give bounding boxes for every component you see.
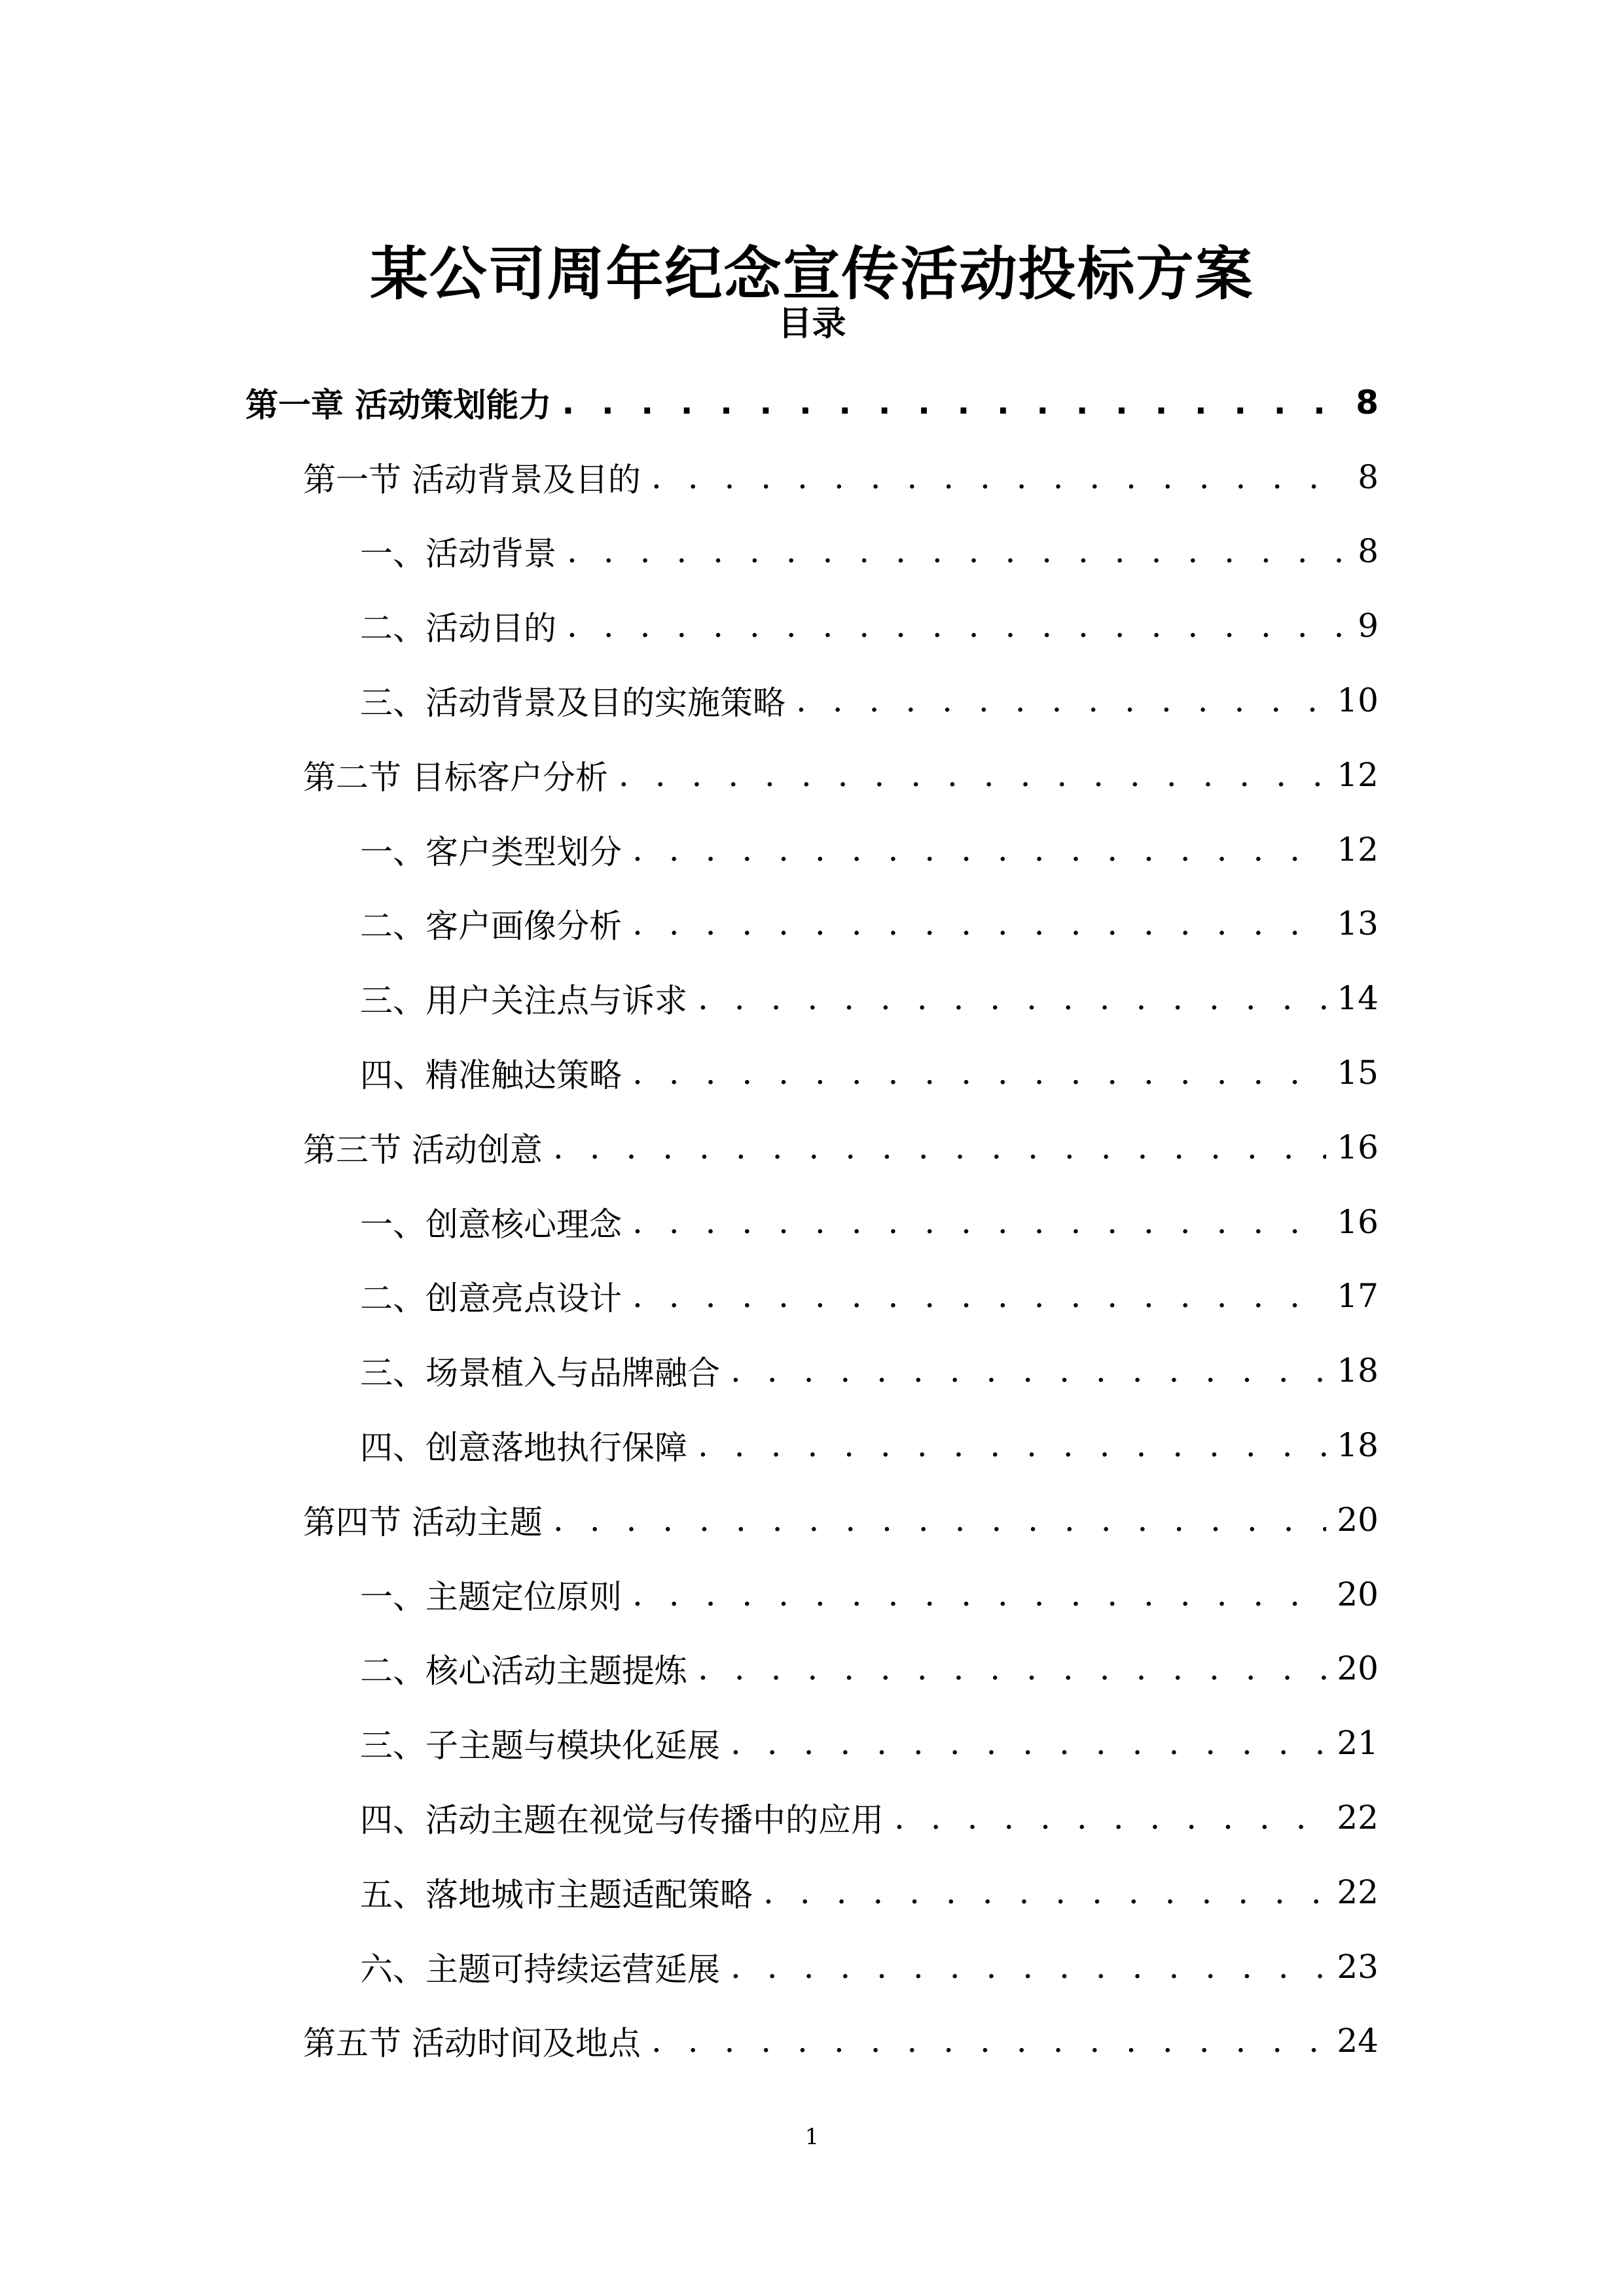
toc-entry-page: 22 — [1337, 1873, 1379, 1911]
toc-entry-page: 12 — [1337, 830, 1379, 869]
toc-entry-page: 23 — [1337, 1947, 1379, 1986]
toc-dot-leader — [553, 1501, 1326, 1539]
toc-entry-label: 三、子主题与模块化延展 — [360, 1727, 720, 1765]
toc-entry-subsection[interactable] — [0, 1780, 1624, 1855]
toc-entry-label: 四、精准触达策略 — [360, 1056, 622, 1095]
toc-entry-page: 8 — [1358, 532, 1379, 571]
toc-entry-page: 20 — [1337, 1575, 1379, 1613]
toc-entry-page: 24 — [1337, 2022, 1379, 2060]
toc-dot-leader — [731, 1724, 1326, 1762]
toc-entry-subsection[interactable] — [0, 1259, 1624, 1334]
toc-entry-subsection[interactable] — [0, 812, 1624, 887]
toc-dot-leader — [567, 532, 1347, 570]
toc-entry-chapter[interactable] — [0, 365, 1624, 440]
toc-entry-label: 二、创意亮点设计 — [360, 1280, 622, 1318]
toc-entry-label: 二、核心活动主题提炼 — [360, 1652, 687, 1691]
toc-entry-label: 二、活动目的 — [360, 609, 556, 648]
document-title: 某公司周年纪念宣传活动投标方案 — [370, 240, 1254, 308]
toc-entry-subsection[interactable] — [0, 1929, 1624, 2004]
toc-entry-subsection[interactable] — [0, 1185, 1624, 1259]
toc-entry-label: 四、活动主题在视觉与传播中的应用 — [360, 1801, 884, 1840]
page-number: 1 — [804, 2124, 820, 2150]
toc-entry-subsection[interactable] — [0, 1706, 1624, 1780]
toc-dot-leader — [651, 458, 1347, 496]
toc-entry-page: 12 — [1337, 755, 1379, 794]
toc-entry-subsection[interactable] — [0, 514, 1624, 589]
toc-dot-leader — [796, 681, 1326, 719]
toc-entry-label: 一、客户类型划分 — [360, 833, 622, 871]
toc-dot-leader — [632, 1203, 1326, 1241]
toc-entry-label: 第一章 活动策划能力 — [245, 386, 552, 424]
toc-entry-page: 21 — [1337, 1724, 1379, 1763]
toc-entry-section[interactable] — [0, 738, 1624, 812]
toc-entry-label: 一、创意核心理念 — [360, 1205, 622, 1244]
toc-entry-label: 四、创意落地执行保障 — [360, 1429, 687, 1467]
toc-dot-leader — [619, 756, 1326, 794]
toc-entry-subsection[interactable] — [0, 663, 1624, 738]
toc-dot-leader — [632, 831, 1326, 869]
toc-dot-leader — [632, 905, 1326, 942]
toc-entry-subsection[interactable] — [0, 887, 1624, 961]
toc-entry-label: 六、主题可持续运营延展 — [360, 1950, 720, 1988]
toc-entry-page: 9 — [1358, 607, 1379, 645]
toc-entry-subsection[interactable] — [0, 1333, 1624, 1408]
toc-entry-label: 二、客户画像分析 — [360, 907, 622, 946]
toc-dot-leader — [698, 1426, 1326, 1464]
toc-entry-page: 18 — [1337, 1352, 1379, 1390]
toc-entry-page: 17 — [1337, 1277, 1379, 1316]
toc-dot-leader — [553, 1128, 1326, 1166]
toc-entry-section[interactable] — [0, 440, 1624, 514]
toc-entry-label: 第一节 活动背景及目的 — [303, 460, 641, 499]
toc-entry-label: 第二节 目标客户分析 — [303, 758, 608, 797]
toc-entry-section[interactable] — [0, 1482, 1624, 1557]
toc-entry-label: 五、落地城市主题适配策略 — [360, 1875, 753, 1914]
toc-entry-label: 三、场景植入与品牌融合 — [360, 1354, 720, 1393]
toc-entry-page: 22 — [1337, 1799, 1379, 1837]
toc-entry-label: 第三节 活动创意 — [303, 1130, 543, 1169]
toc-entry-label: 第四节 活动主题 — [303, 1503, 543, 1541]
toc-entry-subsection[interactable] — [0, 588, 1624, 663]
toc-entry-label: 一、主题定位原则 — [360, 1577, 622, 1616]
toc-entry-label: 第五节 活动时间及地点 — [303, 2024, 641, 2063]
toc-dot-leader — [698, 979, 1326, 1017]
toc-entry-label: 三、活动背景及目的实施策略 — [360, 684, 785, 723]
toc-dot-leader — [698, 1649, 1326, 1687]
toc-dot-leader — [731, 1948, 1326, 1986]
toc-entry-page: 10 — [1337, 681, 1379, 720]
toc-entry-label: 一、活动背景 — [360, 535, 556, 573]
toc-entry-page: 8 — [1356, 383, 1379, 422]
toc-heading: 目录 — [778, 304, 846, 344]
toc-entry-page: 14 — [1337, 979, 1379, 1018]
toc-entry-section[interactable] — [0, 2004, 1624, 2079]
toc-entry-subsection[interactable] — [0, 1855, 1624, 1929]
toc-dot-leader — [731, 1352, 1326, 1390]
toc-entry-page: 20 — [1337, 1500, 1379, 1539]
toc-dot-leader — [632, 1575, 1326, 1613]
toc-entry-page: 13 — [1337, 905, 1379, 943]
toc-entry-page: 20 — [1337, 1649, 1379, 1688]
toc-dot-leader — [763, 1873, 1326, 1911]
toc-entry-label: 三、用户关注点与诉求 — [360, 982, 687, 1020]
toc-dot-leader — [562, 384, 1345, 422]
toc-entry-subsection[interactable] — [0, 1035, 1624, 1110]
toc-entry-subsection[interactable] — [0, 1408, 1624, 1482]
toc-entry-subsection[interactable] — [0, 961, 1624, 1035]
toc-dot-leader — [632, 1054, 1326, 1092]
toc-dot-leader — [651, 2022, 1326, 2060]
toc-dot-leader — [632, 1277, 1326, 1315]
toc-entry-page: 16 — [1337, 1128, 1379, 1166]
toc-entry-page: 8 — [1358, 457, 1379, 496]
toc-dot-leader — [567, 607, 1347, 645]
toc-entry-page: 16 — [1337, 1202, 1379, 1241]
table-of-contents — [0, 365, 1624, 2078]
toc-entry-subsection[interactable] — [0, 1632, 1624, 1706]
toc-entry-section[interactable] — [0, 1110, 1624, 1185]
toc-entry-page: 18 — [1337, 1426, 1379, 1465]
toc-entry-subsection[interactable] — [0, 1557, 1624, 1632]
toc-dot-leader — [894, 1799, 1326, 1837]
toc-entry-page: 15 — [1337, 1054, 1379, 1092]
